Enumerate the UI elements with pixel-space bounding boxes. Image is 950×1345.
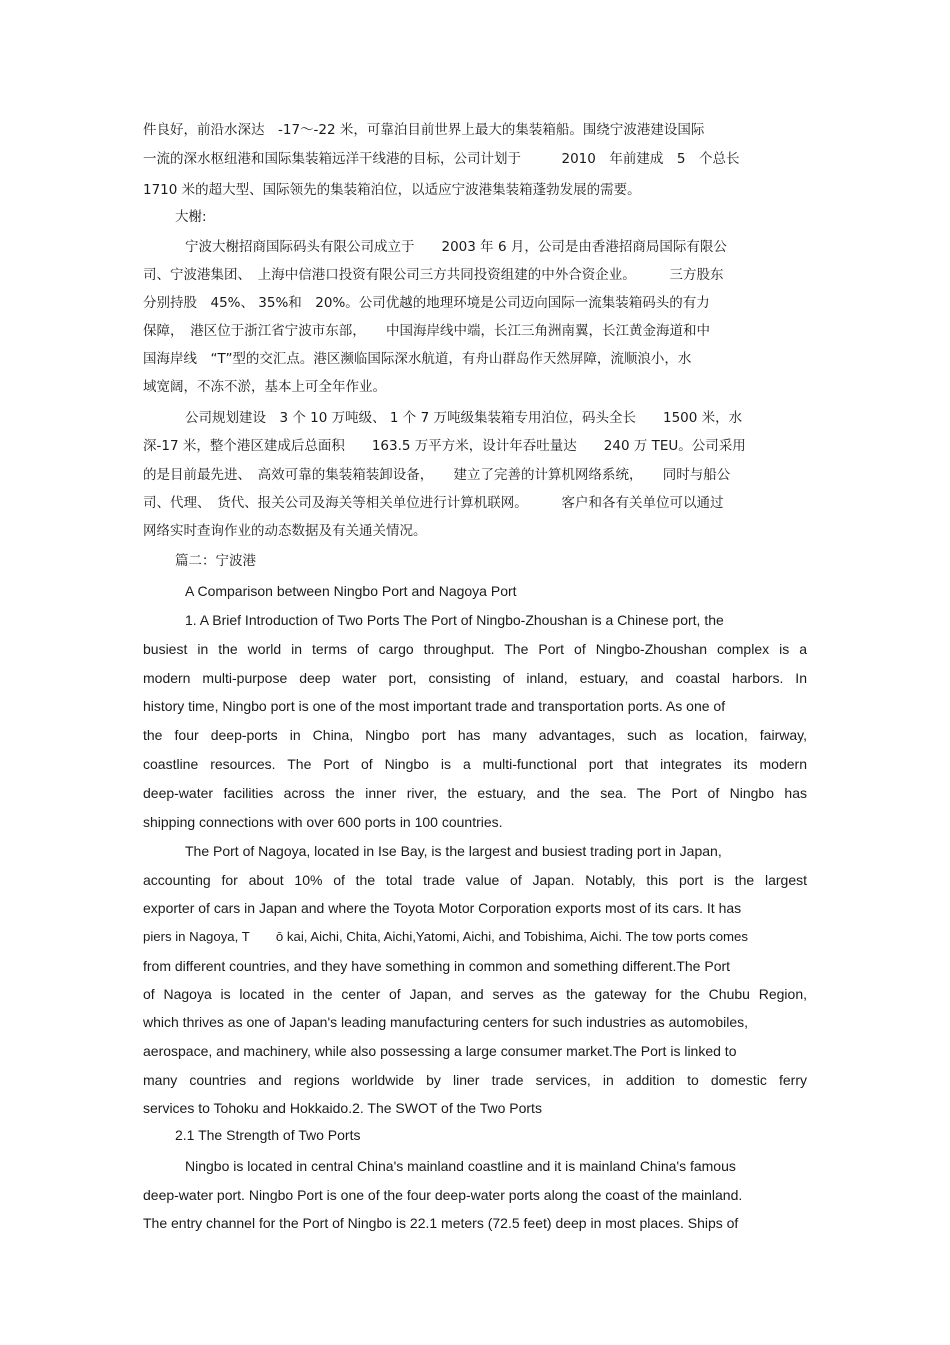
text-line: 件良好，前沿水深达 -17～-22 米，可靠泊目前世界上最大的集装箱船。围绕宁波港建设国际 bbox=[143, 122, 705, 138]
text-line: accounting for about 10% of the total trade value of Japan. Notably, this port is the largest bbox=[143, 872, 807, 888]
text-line: 一流的深水枢纽港和国际集装箱远洋干线港的目标，公司计划于 2010 年前建成 5 个总长 bbox=[143, 151, 740, 167]
text-line: deep-water port. Ningbo Port is one of the four deep-water ports along the coast of the mainland. bbox=[143, 1187, 743, 1203]
text-line: 域宽阔，不冻不淤，基本上可全年作业。 bbox=[143, 379, 386, 395]
text-line: 网络实时查询作业的动态数据及有关通关情况。 bbox=[143, 523, 427, 539]
text-line: 司、代理、 货代、报关公司及海关等相关单位进行计算机联网。 客户和各有关单位可以通过 bbox=[143, 495, 724, 511]
text-line: 宁波大榭招商国际码头有限公司成立于 2003 年 6 月，公司是由香港招商局国际有限公 bbox=[185, 239, 727, 255]
section-label: 大榭: bbox=[175, 209, 207, 225]
text-line: 深-17 米，整个港区建成后总面积 163.5 万平方米，设计年吞吐量达 240 万 TEU。公司采用 bbox=[143, 438, 746, 454]
subsection-heading: 2.1 The Strength of Two Ports bbox=[175, 1127, 361, 1143]
text-line: exporter of cars in Japan and where the Toyota Motor Corporation exports most of its cars. It has bbox=[143, 900, 742, 916]
text-line: aerospace, and machinery, while also possessing a large consumer market.The Port is linked to bbox=[143, 1043, 737, 1059]
text-line: from different countries, and they have something in common and something different.The Port bbox=[143, 958, 731, 974]
text-line: 国海岸线 “T”型的交汇点。港区濒临国际深水航道，有舟山群岛作天然屏障，流顺浪小，水 bbox=[143, 351, 692, 367]
text-line: coastline resources. The Port of Ningbo is a multi-functional port that integrates its modern bbox=[143, 756, 807, 772]
section-heading: 篇二：宁波港 bbox=[175, 553, 256, 569]
text-line: The Port of Nagoya, located in Ise Bay, is the largest and busiest trading port in Japan, bbox=[185, 843, 722, 859]
text-line: deep-water facilities across the inner river, the estuary, and the sea. The Port of Ningbo has bbox=[143, 785, 807, 801]
text-line: The entry channel for the Port of Ningbo is 22.1 meters (72.5 feet) deep in most places. Ships of bbox=[143, 1215, 739, 1231]
text-line: 1. A Brief Introduction of Two Ports The Port of Ningbo-Zhoushan is a Chinese port, the bbox=[185, 612, 724, 628]
text-line: 分别持股 45%、 35%和 20%。公司优越的地理环境是公司迈向国际一流集装箱码头的有力 bbox=[143, 295, 710, 311]
text-line: 公司规划建设 3 个 10 万吨级、 1 个 7 万吨级集装箱专用泊位，码头全长 1500 米，水 bbox=[185, 410, 743, 426]
text-line: Ningbo is located in central China's mainland coastline and it is mainland China's famous bbox=[185, 1158, 736, 1174]
text-line: of Nagoya is located in the center of Japan, and serves as the gateway for the Chubu Region, bbox=[143, 986, 807, 1002]
text-line: shipping connections with over 600 ports in 100 countries. bbox=[143, 814, 503, 830]
text-line: 司、宁波港集团、 上海中信港口投资有限公司三方共同投资组建的中外合资企业。 三方股东 bbox=[143, 267, 724, 283]
text-line: history time, Ningbo port is one of the most important trade and transportation ports. As one of bbox=[143, 698, 726, 714]
text-line: piers in Nagoya, T ō kai, Aichi, Chita, Aichi,Yatomi, Aichi, and Tobishima, Aichi. The tow ports comes bbox=[143, 929, 748, 944]
text-line: busiest in the world in terms of cargo throughput. The Port of Ningbo-Zhoushan complex is a bbox=[143, 641, 807, 657]
text-line: 1710 米的超大型、国际领先的集装箱泊位，以适应宁波港集装箱蓬勃发展的需要。 bbox=[143, 182, 641, 198]
text-line: 的是目前最先进、 高效可靠的集装箱装卸设备， 建立了完善的计算机网络系统， 同时与船公 bbox=[143, 467, 731, 483]
text-line: modern multi-purpose deep water port, consisting of inland, estuary, and coastal harbors. In bbox=[143, 670, 807, 686]
text-line: services to Tohoku and Hokkaido.2. The SWOT of the Two Ports bbox=[143, 1100, 542, 1116]
text-line: which thrives as one of Japan's leading manufacturing centers for such industries as automobiles, bbox=[143, 1014, 749, 1030]
text-line: the four deep-ports in China, Ningbo port has many advantages, such as location, fairway, bbox=[143, 727, 807, 743]
text-line: many countries and regions worldwide by liner trade services, in addition to domestic ferry bbox=[143, 1072, 807, 1088]
text-line: 保障， 港区位于浙江省宁波市东部， 中国海岸线中端，长江三角洲南翼，长江黄金海道和中 bbox=[143, 323, 710, 339]
article-title: A Comparison between Ningbo Port and Nagoya Port bbox=[185, 583, 517, 599]
